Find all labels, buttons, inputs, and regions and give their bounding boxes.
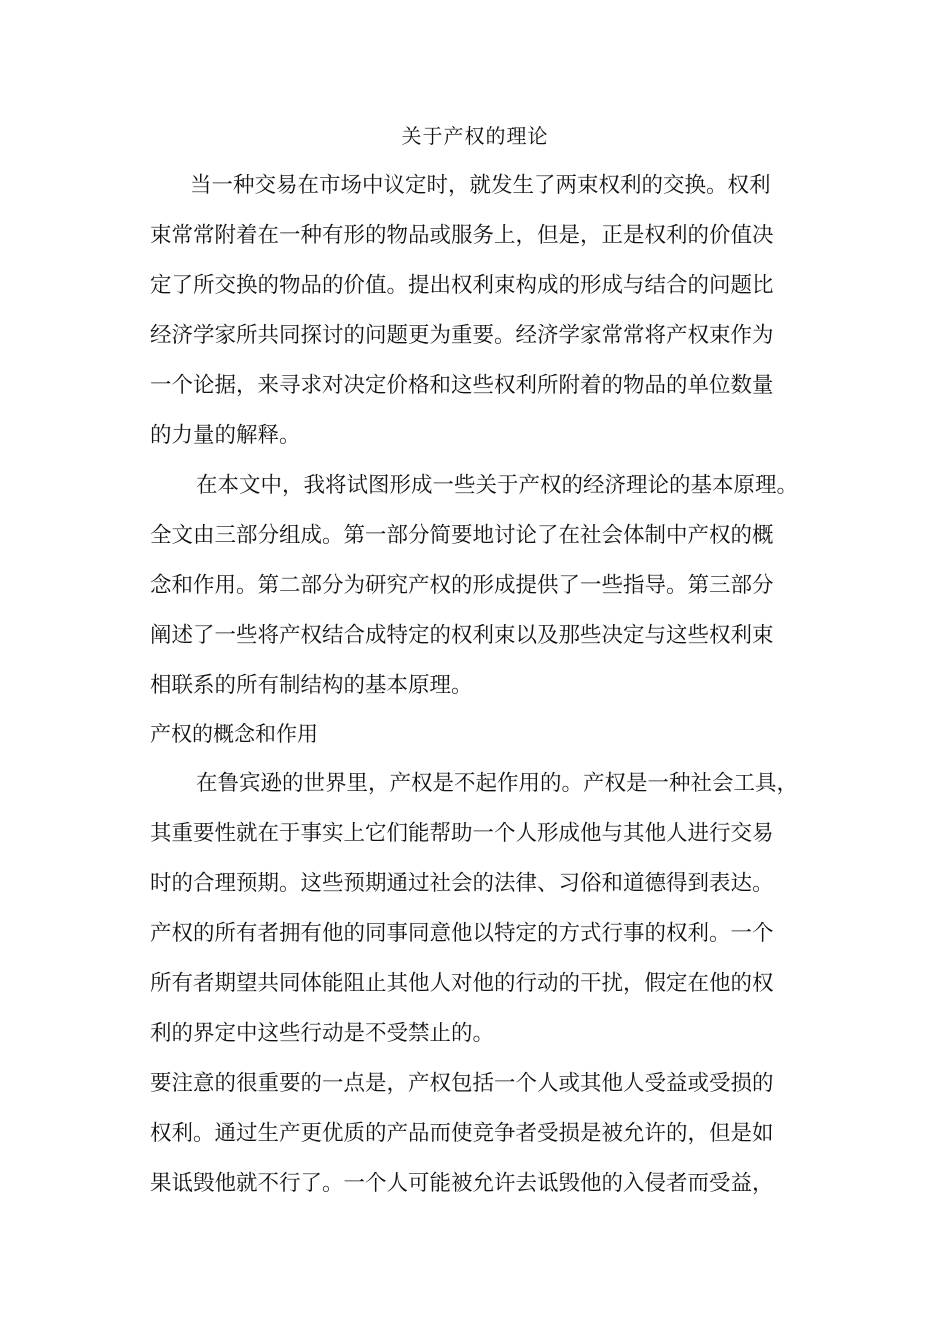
paragraph-3-line-4: 产权的所有者拥有他的同事同意他以特定的方式行事的权利。一个	[150, 921, 774, 946]
section-heading: 产权的概念和作用	[150, 722, 318, 746]
paragraph-2-line-5: 相联系的所有制结构的基本原理。	[150, 673, 473, 698]
paragraph-3-line-3: 时的合理预期。这些预期通过社会的法律、习俗和道德得到表达。	[150, 871, 774, 896]
paragraph-1-line-5: 一个论据，来寻求对决定价格和这些权利所附着的物品的单位数量	[150, 373, 774, 398]
paragraph-1-line-6: 的力量的解释。	[150, 423, 301, 448]
paragraph-3-line-1: 在鲁宾逊的世界里，产权是不起作用的。产权是一种社会工具，	[196, 771, 799, 796]
paragraph-4-line-3: 果诋毁他就不行了。一个人可能被允许去诋毁他的入侵者而受益，	[150, 1171, 774, 1196]
paragraph-2-line-3: 念和作用。第二部分为研究产权的形成提供了一些指导。第三部分	[150, 573, 774, 598]
paragraph-1-line-4: 经济学家所共同探讨的问题更为重要。经济学家常常将产权束作为	[150, 323, 774, 348]
paragraph-3-line-5: 所有者期望共同体能阻止其他人对他的行动的干扰，假定在他的权	[150, 971, 774, 996]
paragraph-2-line-4: 阐述了一些将产权结合成特定的权利束以及那些决定与这些权利束	[150, 623, 774, 648]
paragraph-1-line-3: 定了所交换的物品的价值。提出权利束构成的形成与结合的问题比	[150, 273, 774, 298]
paragraph-3-line-2: 其重要性就在于事实上它们能帮助一个人形成他与其他人进行交易	[150, 821, 774, 846]
paragraph-3-line-6: 利的界定中这些行动是不受禁止的。	[150, 1021, 495, 1046]
paragraph-1-line-2: 束常常附着在一种有形的物品或服务上，但是，正是权利的价值决	[150, 223, 774, 248]
paragraph-4-line-2: 权利。通过生产更优质的产品而使竞争者受损是被允许的，但是如	[150, 1121, 774, 1146]
paragraph-2-line-1: 在本文中，我将试图形成一些关于产权的经济理论的基本原理。	[196, 473, 799, 498]
document-title: 关于产权的理论	[401, 124, 549, 148]
paragraph-2-line-2: 全文由三部分组成。第一部分简要地讨论了在社会体制中产权的概	[150, 523, 774, 548]
paragraph-1-line-1: 当一种交易在市场中议定时，就发生了两束权利的交换。权利	[190, 173, 771, 198]
paragraph-4-line-1: 要注意的很重要的一点是，产权包括一个人或其他人受益或受损的	[150, 1071, 774, 1096]
